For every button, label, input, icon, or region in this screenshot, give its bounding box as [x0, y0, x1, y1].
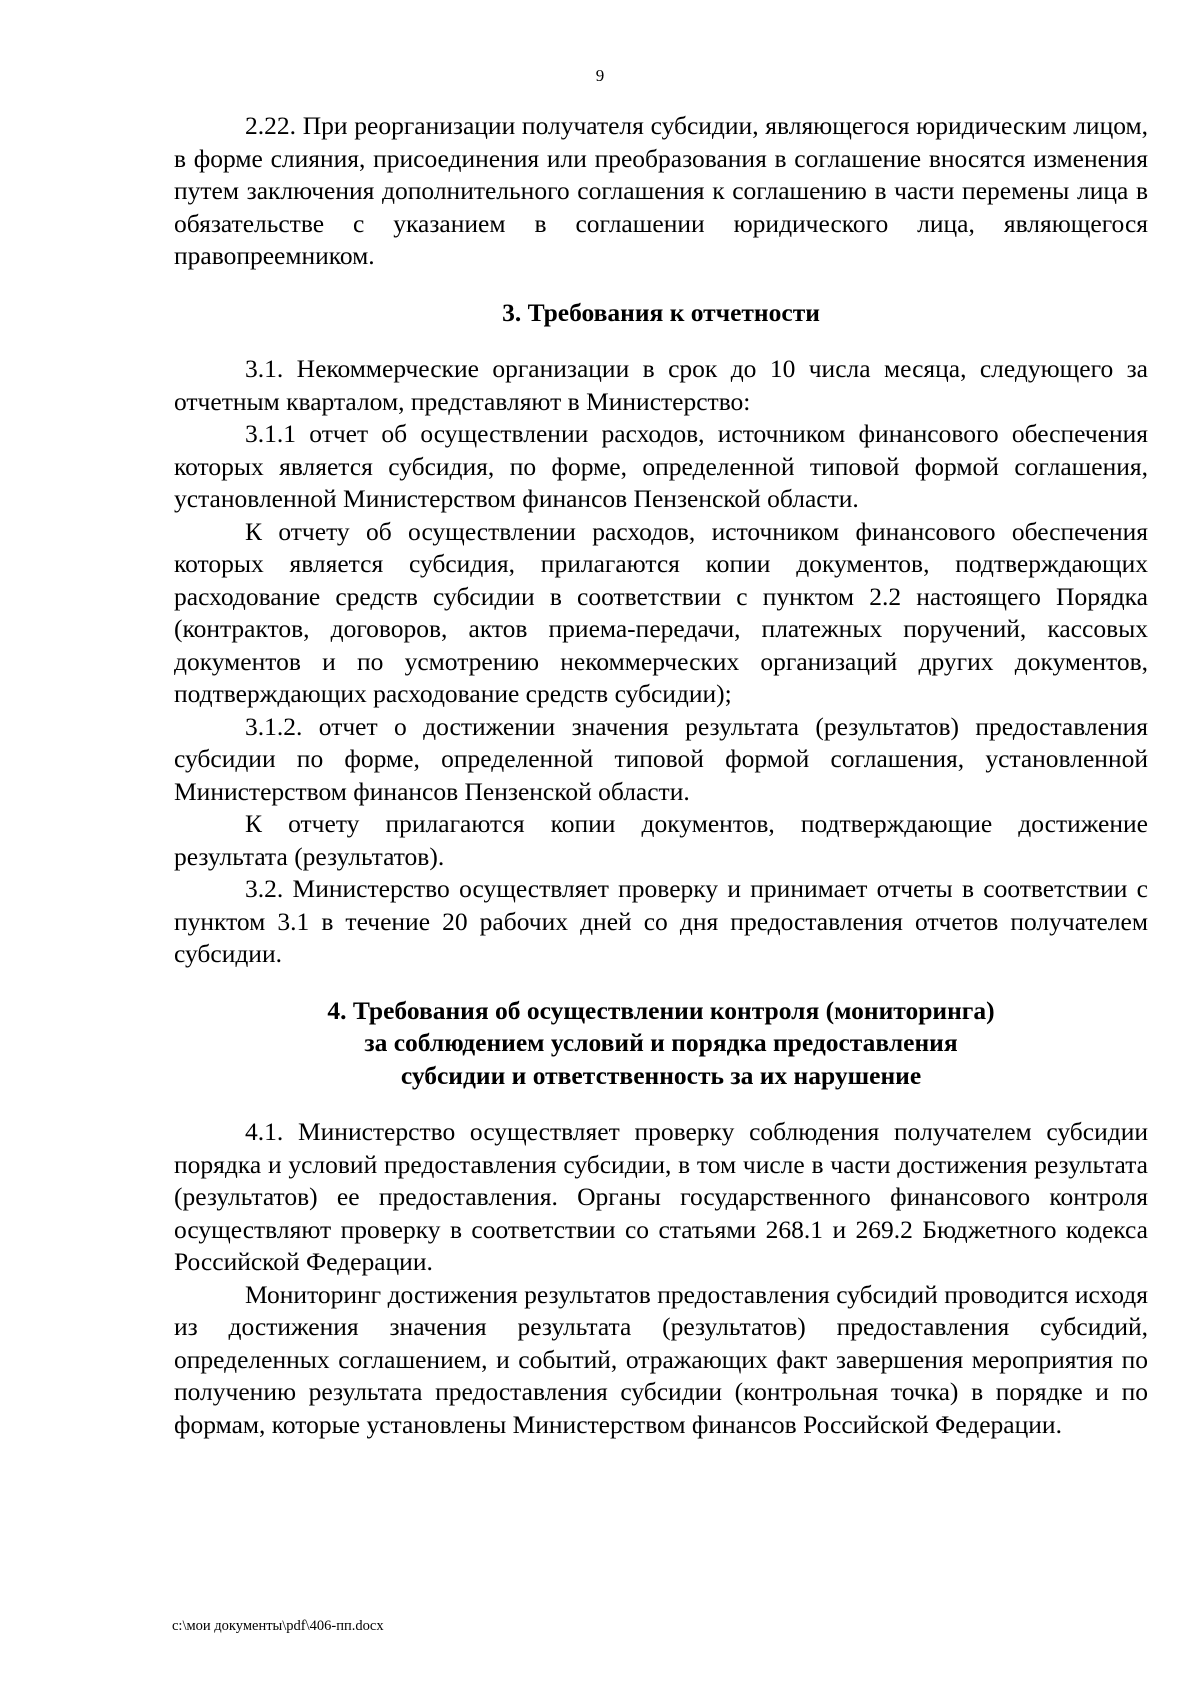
paragraph-3-1-1: 3.1.1 отчет об осуществлении расходов, источником финансового обеспечения которых является субсидия, по форме, определенной типовой формой соглашения, установленной Министерством финансов Пензенской области. [174, 419, 1148, 513]
paragraph-3-1-1-attachments: К отчету об осуществлении расходов, источником финансового обеспечения которых является субсидия, прилагаются копии документов, подтверждающих расходование средств субсидии в соответствии с пунктом 2.2 настоящего Порядка (контрактов, договоров, актов приема-передачи, платежных поручений, кассовых документов и по усмотрению некоммерческих организаций других документов, подтверждающих расходование средств субсидии); [174, 516, 1148, 708]
paragraph-4-1: 4.1. Министерство осуществляет проверку соблюдения получателем субсидии порядка и условий предоставления субсидии, в том числе в части достижения результата (результатов) ее предоставления. Органы государственного финансового контроля осуществляют проверку в соответствии со статьями 268.1 и 269.2 Бюджетного кодекса Российской Федерации. [174, 1117, 1148, 1276]
section-3-heading: 3. Требования к отчетности [502, 297, 820, 327]
paragraph-3-1: 3.1. Некоммерческие организации в срок до 10 числа месяца, следующего за отчетным кварталом, представляют в Министерство: [174, 354, 1148, 416]
document-body [174, 110, 1148, 1441]
paragraph-3-2: 3.2. Министерство осуществляет проверку и принимает отчеты в соответствии с пунктом 3.1 в течение 20 рабочих дней со дня предоставления отчетов получателем субсидии. [174, 874, 1148, 968]
section-4-heading [174, 995, 1148, 1093]
paragraph-3-1-2-attachments: К отчету прилагаются копии документов, подтверждающие достижение результата (результатов). [174, 809, 1148, 871]
spacer [174, 1092, 1148, 1116]
spacer [174, 273, 1148, 297]
paragraph-4-1-monitoring: Мониторинг достижения результатов предоставления субсидий проводится исходя из достижения значения результата (результатов) предоставления субсидий, определенных соглашением, и событий, отражающих факт завершения мероприятия по получению результата предоставления субсидии (контрольная точка) в порядке и по формам, которые установлены Министерством финансов Российской Федерации. [174, 1279, 1148, 1439]
spacer [174, 971, 1148, 995]
paragraph-2-22: 2.22. При реорганизации получателя субсидии, являющегося юридическим лицом, в форме слияния, присоединения или преобразования в соглашение вносятся изменения путем заключения дополнительного соглашения к соглашению в части перемены лица в обязательстве с указанием в соглашении юридического лица, являющегося правопреемником. [174, 111, 1148, 270]
section-4-heading-line-3: субсидии и ответственность за их нарушение [400, 1060, 922, 1090]
paragraph-3-1-2: 3.1.2. отчет о достижении значения результата (результатов) предоставления субсидии по форме, определенной типовой формой соглашения, установленной Министерством финансов Пензенской области. [174, 711, 1148, 806]
section-4-heading-line-1: 4. Требования об осуществлении контроля (мониторинга) [327, 995, 995, 1025]
footer-file-path: c:\мои документы\pdf\406-пп.docx [172, 1618, 384, 1634]
section-4-heading-line-2: за соблюдением условий и порядка предоставления [364, 1028, 958, 1057]
spacer [174, 329, 1148, 353]
page-number: 9 [595, 66, 605, 85]
